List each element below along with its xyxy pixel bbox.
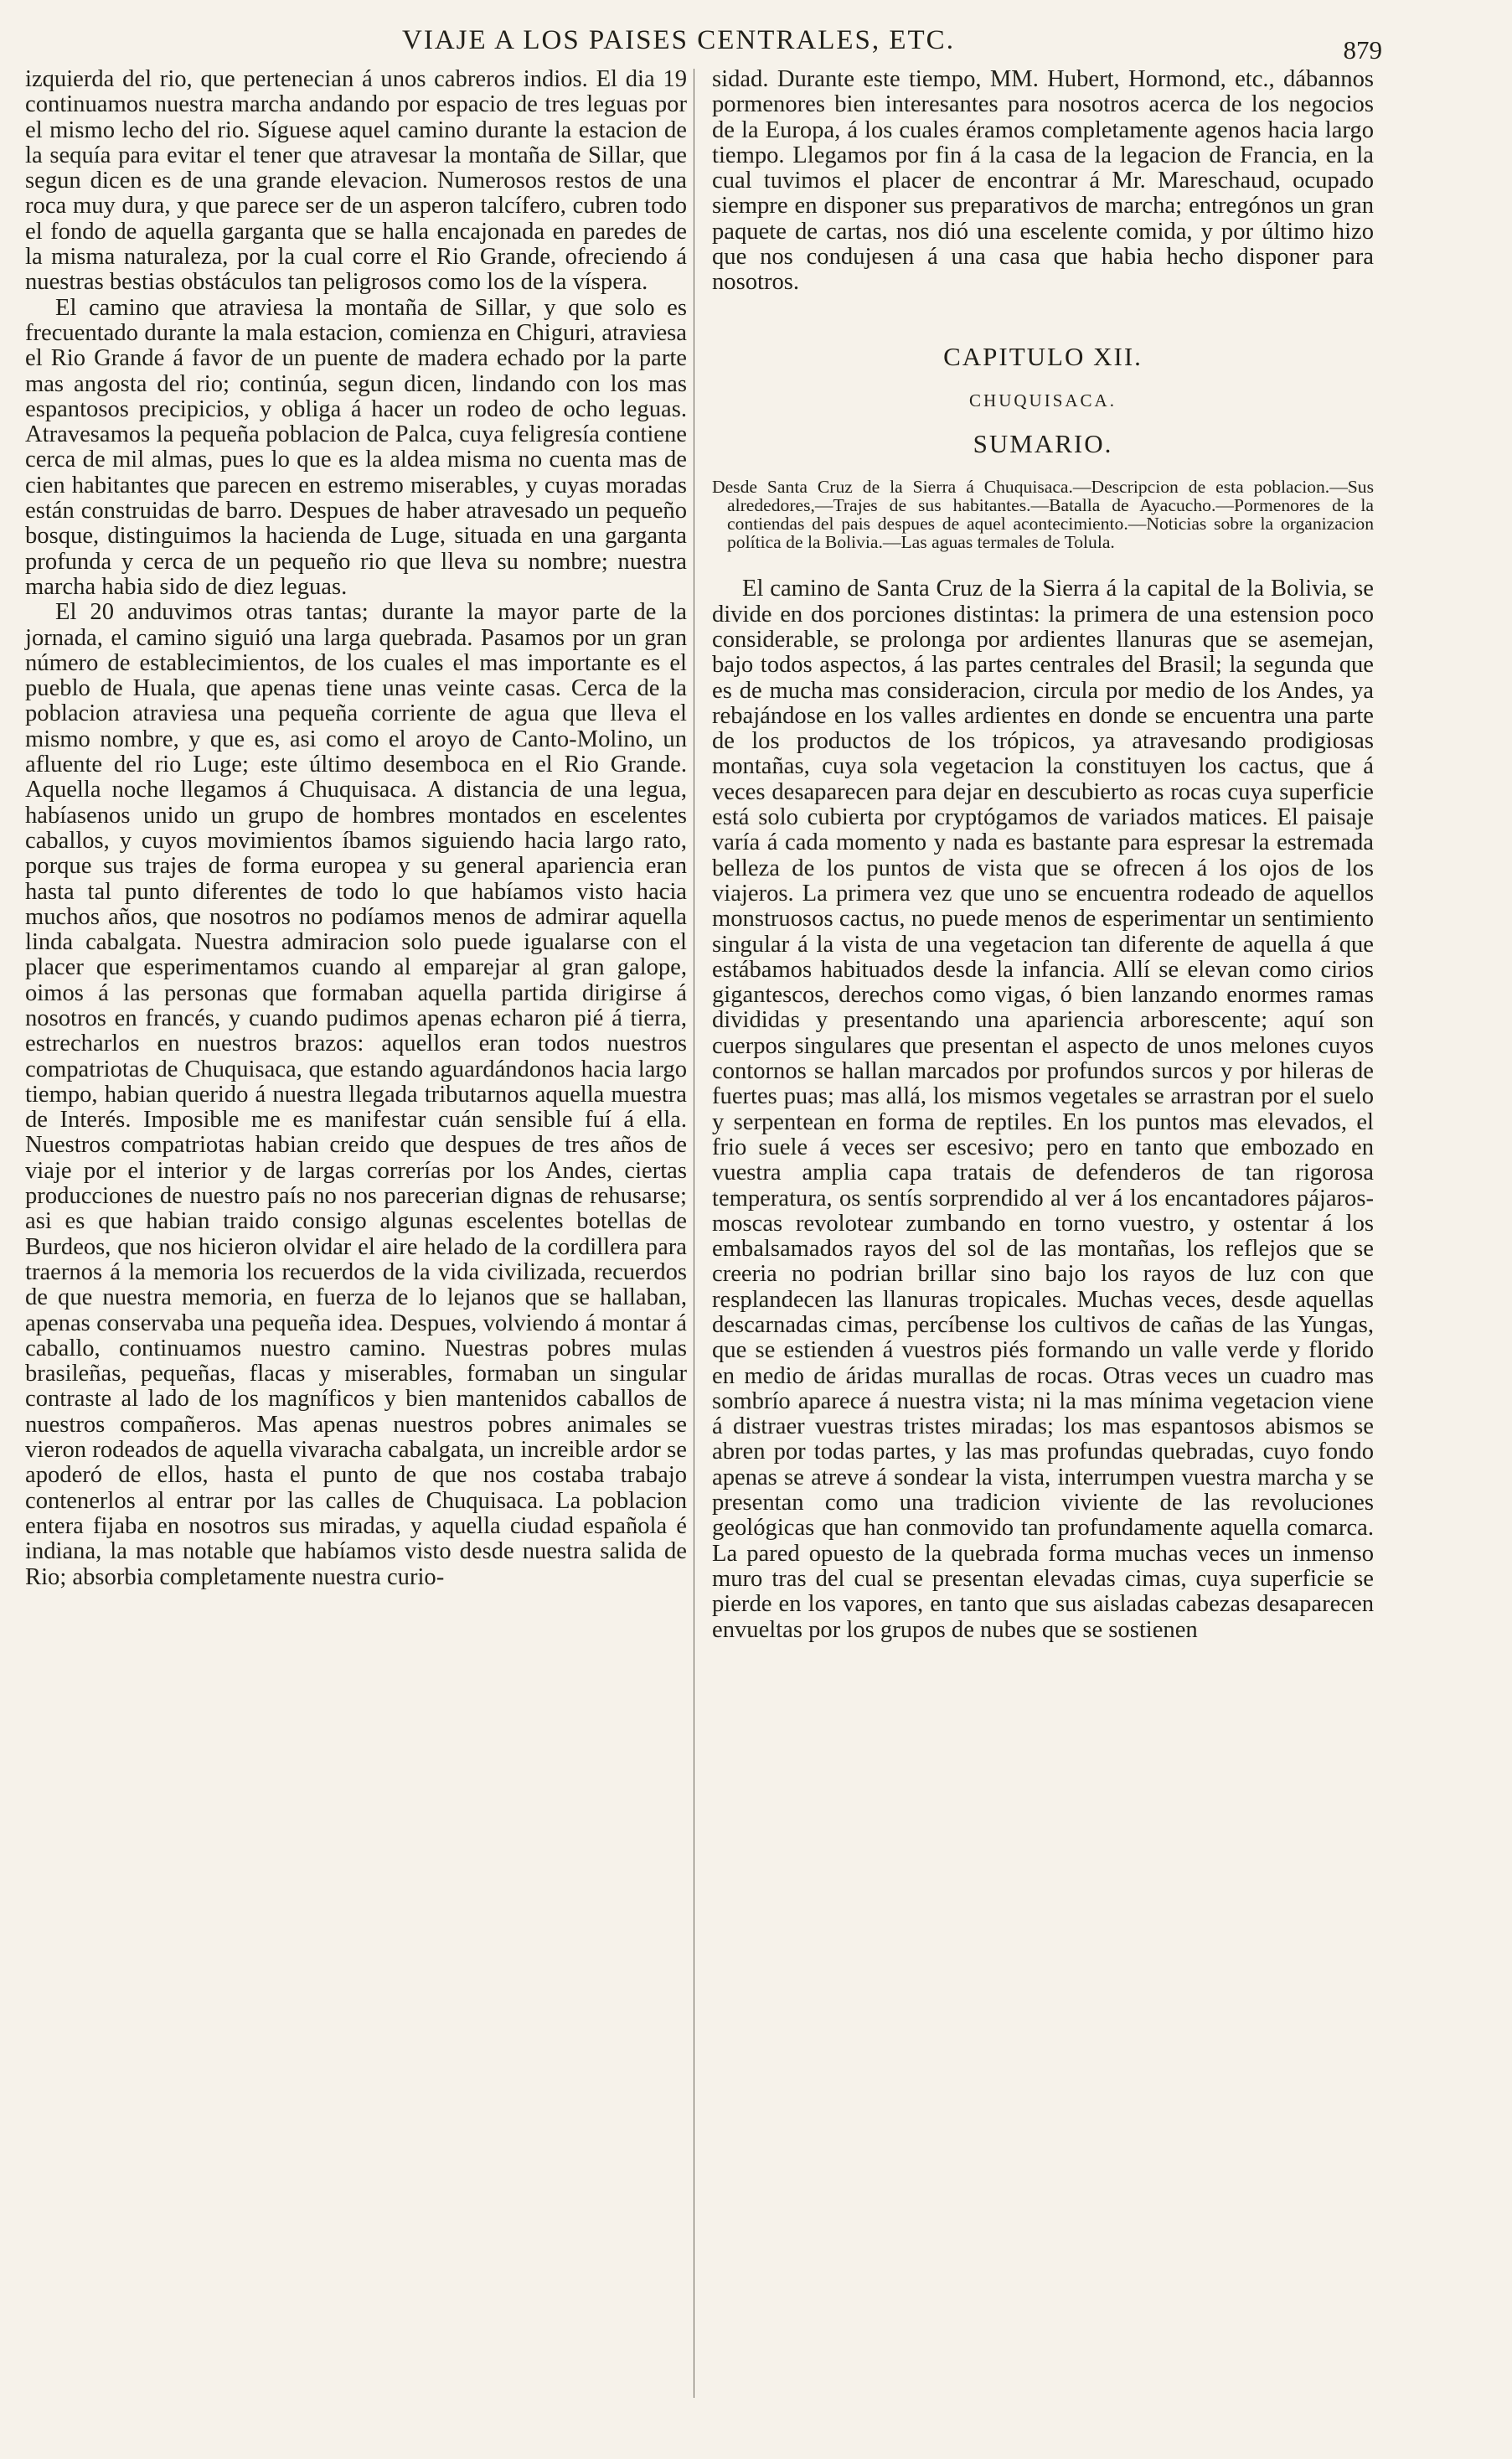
page-number: 879 (1343, 35, 1382, 65)
chapter-subtitle: CHUQUISACA. (969, 390, 1117, 411)
summary-title: SUMARIO. (973, 429, 1113, 459)
paragraph: sidad. Durante este tiempo, MM. Hubert, Hormond, etc., dábannos pormenores bien interesantes para nosotros acerca de los negocios de la Europa, á los cuales éramos completamente agenos hacia largo tiempo. Llegamos por fin á la casa de la legacion de Francia, en la cual tuvimos el placer de encontrar á Mr. Mareschaud, ocupado siempre en disponer sus preparativos de marcha; entregónos un gran paquete de cartas, nos dió una escelente comida, y por último hizo que nos condujesen á una casa que habia hecho disponer para nosotros. (712, 66, 1374, 296)
paragraph: El 20 anduvimos otras tantas; durante la mayor parte de la jornada, el camino siguió una larga quebrada. Pasamos por un gran número de establecimientos, de los cuales el mas importante es el pueblo de Huala, que apenas tiene unas veinte casas. Cerca de la poblacion atraviesa una pequeña corriente de agua que lleva el mismo nombre, y que es, asi como el aroyo de Canto-Molino, un afluente del rio Luge; este último desemboca en el Rio Grande. Aquella noche llegamos á Chuquisaca. A distancia de una legua, habíasenos unido un grupo de hombres montados en escelentes caballos, y cuyos movimientos íbamos siguiendo hacia largo rato, porque sus trajes de forma europea y su general apariencia eran hasta tal punto diferentes de todo lo que habíamos visto hacia muchos años, que nosotros no podíamos menos de admirar aquella linda cabalgata. Nuestra admiracion solo puede igualarse con el placer que esperimentamos cuando al emparejar al gran galope, oimos á las personas que formaban aquella partida dirigirse á nosotros en francés, y cuando pudimos apenas echaron pié á tierra, estrecharlos en nuestros brazos: aquellos eran todos nuestros compatriotas de Chuquisaca, que estando aguardándonos hacia largo tiempo, habian querido á nuestra llegada tributarnos aquella muestra de Interés. Imposible me es manifestar cuán sensible fuí á ella. Nuestros compatriotas habian creido que despues de tres años de viaje por el interior y de largas correrías por los Andes, ciertas producciones de nuestro país no nos parecerian dignas de rehusarse; asi es que habian traido consigo algunas escelentes botellas de Burdeos, que nos hicieron olvidar el aire helado de la cordillera para traernos á la memoria los recuerdos de la vida civilizada, recuerdos de que nuestra memoria, en fuerza de lo lejanos que se hallaban, apenas conservaba una pequeña idea. Despues, volviendo á montar á caballo, continuamos nuestro camino. Nuestras pobres mulas brasileñas, pequeñas, flacas y miserables, formaban un singular contraste al lado de los magníficos y bien mantenidos caballos de nuestros compañeros. Mas apenas nuestros pobres animales se vieron rodeados de aquella vivaracha cabalgata, un increible ardor se apoderó de ellos, hasta el punto de que nos costaba trabajo contenerlos al entrar por las calles de Chuquisaca. La poblacion entera fijaba en nosotros sus miradas, y aquella ciudad española é indiana, la mas notable que habíamos visto desde nuestra salida de Rio; absorbia completamente nuestra curio- (25, 599, 687, 1590)
right-column (712, 67, 1374, 1643)
chapter-title: CAPITULO XII. (943, 341, 1143, 371)
summary-text: Desde Santa Cruz de la Sierra á Chuquisaca.—Descripcion de esta poblacion.—Sus alrededores,—Trajes de sus habitantes.—Batalla de Ayacucho.—Pormenores de la contiendas del pais despues de aquel acontecimiento.—Noticias sobre la organizacion política de la Bolivia.—Las aguas termales de Tolula. (712, 476, 1374, 553)
paragraph: izquierda del rio, que pertenecian á unos cabreros indios. El dia 19 continuamos nuestra marcha andando por espacio de tres leguas por el mismo lecho del rio. Síguese aquel camino durante la estacion de la sequía para evitar el tener que atravesar la montaña de Sillar, que segun dicen es de una grande elevacion. Numerosos restos de una roca muy dura, y que parece ser de un asperon talcífero, cubren todo el fondo de aquella garganta que se halla encajonada en paredes de la misma naturaleza, por la cual corre el Rio Grande, ofreciendo á nuestras bestias obstáculos tan peligrosos como los de la víspera. (25, 66, 687, 296)
running-title: VIAJE A LOS PAISES CENTRALES, ETC. (402, 25, 955, 55)
paragraph: El camino que atraviesa la montaña de Sillar, y que solo es frecuentado durante la mala estacion, comienza en Chiguri, atraviesa el Rio Grande á favor de un puente de madera echado por la parte mas angosta del rio; continúa, segun dicen, lindando con los mas espantosos precipicios, y obliga á hacer un rodeo de ocho leguas. Atravesamos la pequeña poblacion de Palca, cuya feligresía contiene cerca de mil almas, pues lo que es la aldea misma no cuenta mas de cien habitantes que parecen en estremo miserables, y cuyas moradas están construidas de barro. Despues de haber atravesado un pequeño bosque, distinguimos la hacienda de Luge, situada en una garganta profunda y cerca de un pequeño rio que lleva su nombre; nuestra marcha habia sido de diez leguas. (25, 294, 687, 600)
page-header (25, 25, 1382, 67)
paragraph: El camino de Santa Cruz de la Sierra á la capital de la Bolivia, se divide en dos porciones distintas: la primera de una estension poco considerable, se prolonga por ardientes llanuras que se asemejan, bajo todos aspectos, á las partes centrales del Brasil; la segunda que es de mucha mas consideracion, circula por medio de los Andes, ya rebajándose en los valles ardientes en donde se encuentra una parte de los productos de los trópicos, ya atravesando prodigiosas montañas, cuya sola vegetacion la constituyen los cactus, que á veces desaparecen para dejar en descubierto as rocas cuya superficie está solo cubierta por cryptógamos de variados matices. El paisaje varía á cada momento y nada es bastante para espresar la estremada belleza de los puntos de vista que se ofrecen á los ojos de los viajeros. La primera vez que uno se encuentra rodeado de aquellos monstruosos cactus, no puede menos de esperimentar un sentimiento singular á la vista de una vegetacion tan diferente de aquella á que estábamos habituados desde la infancia. Allí se elevan como cirios gigantescos, derechos como vigas, ó bien lanzando enormes ramas divididas y presentando una apariencia arborescente; aquí son cuerpos singulares que presentan el aspecto de unos melones cuyos contornos se hallan marcados por profundos surcos y por hileras de fuertes puas; mas allá, los mismos vegetales se arrastran por el suelo y serpentean en forma de reptiles. En los puntos mas elevados, el frio suele á veces ser escesivo; pero en tanto que embozado en vuestra amplia capa tratais de defenderos de tan rigorosa temperatura, os sentís sorprendido al ver á los encantadores pájaros-moscas revolotear zumbando en torno vuestro, y ostentar á los embalsamados rayos del sol de las montañas, los reflejos que se creeria no podrian brillar sino bajo los rayos de luz con que resplandecen las llanuras tropicales. Muchas veces, desde aquellas descarnadas cimas, percíbense los cultivos de cañas de las Yungas, que se estienden á vuestros piés formando un valle verde y florido en medio de áridas murallas de rocas. Otras veces un cuadro mas sombrío aparece á nuestra vista; ni la mas mínima vegetacion viene á distraer vuestras tristes miradas; los mas espantosos abismos se abren por todas partes, y las mas profundas quebradas, cuyo fondo apenas se atreve á sondear la vista, interrumpen vuestra marcha y se presentan como una tradicion viviente de las revoluciones geológicas que han conmovido tan profundamente aquella comarca. La pared opuesto de la quebrada forma muchas veces un inmenso muro tras del cual se presentan elevadas cimas, cuya superficie se pierde en los vapores, en tanto que sus aisladas cabezas desaparecen envueltas por los grupos de nubes que se sostienen (712, 576, 1374, 1643)
left-column (25, 67, 687, 1590)
